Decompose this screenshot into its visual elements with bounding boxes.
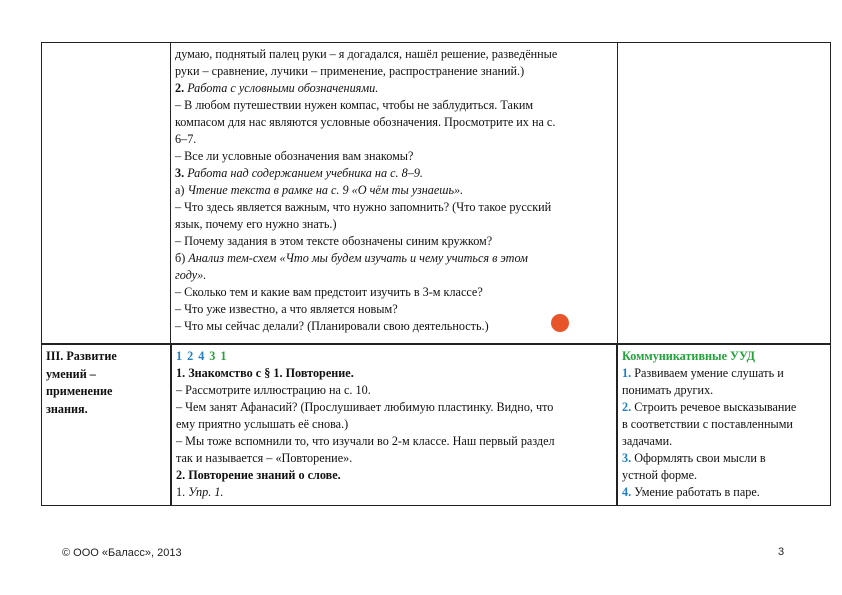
uud-num: 2. xyxy=(622,400,632,414)
step2-num: 1. xyxy=(176,485,186,499)
uud-item-3-cont: устной форме. xyxy=(622,468,698,482)
row1-line: – Что здесь является важным, что нужно запомнить? (Что такое русский xyxy=(175,200,552,214)
subitem-a-text: Чтение текста в рамке на с. 9 «О чём ты узнаешь». xyxy=(187,183,464,197)
step2-text: Упр. 1. xyxy=(188,485,224,499)
content-cell-row1 xyxy=(170,42,618,344)
uud-text: Строить речевое высказывание xyxy=(634,400,797,414)
uud-text: Развиваем умение слушать и xyxy=(634,366,784,380)
row1-line: – Почему задания в этом тексте обозначены синим кружком? xyxy=(175,234,493,248)
digit-green: 3 xyxy=(209,349,216,363)
item3-title: Работа над содержанием учебника на с. 8–9. xyxy=(187,166,423,180)
stage-line: умений – xyxy=(46,366,96,381)
step1-title: 1. Знакомство с § 1. Повторение. xyxy=(176,366,354,380)
row1-line: – В любом путешествии нужен компас, чтобы не заблудиться. Таким xyxy=(175,98,534,112)
item3-heading xyxy=(175,165,613,182)
uud-item-1 xyxy=(622,365,826,382)
uud-num: 1. xyxy=(622,366,632,380)
row1-line: – Сколько тем и какие вам предстоит изучить в 3-м классе? xyxy=(175,285,483,299)
footer-copyright: © ООО «Баласс», 2013 xyxy=(62,547,182,559)
row2-line: так и называется – «Повторение». xyxy=(176,451,353,465)
item2-title: Работа с условными обозначениями. xyxy=(187,81,379,95)
uud-item-4 xyxy=(622,484,826,501)
uud-item-1-cont: понимать других. xyxy=(622,383,714,397)
uud-item-3 xyxy=(622,450,826,467)
subitem-b-text-cont: году». xyxy=(175,268,207,282)
row2-line: – Чем занят Афанасий? (Прослушивает любимую пластинку. Видно, что xyxy=(176,400,554,414)
row2-text xyxy=(176,348,612,501)
uud-text: Умение работать в паре. xyxy=(634,485,760,499)
uud-text: Оформлять свои мысли в xyxy=(634,451,766,465)
subitem-a xyxy=(175,182,613,199)
uud-item-2-cont: задачами. xyxy=(622,434,673,448)
digit-blue: 4 xyxy=(198,349,205,363)
stage-line: применение xyxy=(46,384,113,398)
row1-line: думаю, поднятый палец руки – я догадался, нашёл решение, разведённые xyxy=(175,47,558,61)
subitem-b-prefix: б) xyxy=(175,251,186,265)
stage-title xyxy=(46,348,166,418)
item2-heading xyxy=(175,80,613,97)
row1-text xyxy=(175,46,613,335)
row1-line: язык, почему его нужно знать.) xyxy=(175,217,337,231)
step2-title: 2. Повторение знаний о слове. xyxy=(176,468,341,482)
row1-line: – Все ли условные обозначения вам знакомы? xyxy=(175,149,414,163)
digit-green: 1 xyxy=(220,349,227,363)
item3-num: 3. xyxy=(175,166,185,180)
page-number: 3 xyxy=(778,546,785,558)
row1-line: – Что мы сейчас делали? (Планировали свою деятельность.) xyxy=(175,319,489,333)
row1-line: 6–7. xyxy=(175,132,197,146)
row1-line: – Что уже известно, а что является новым? xyxy=(175,302,398,316)
uud-cell xyxy=(617,343,831,506)
uud-item-2-cont: в соответствии с поставленными xyxy=(622,417,793,431)
uud-title: Коммуникативные УУД xyxy=(622,349,756,363)
row1-line: руки – сравнение, лучики – применение, распространение знаний.) xyxy=(175,64,525,78)
subitem-b-text: Анализ тем-схем «Что мы будем изучать и чему учиться в этом xyxy=(188,251,528,265)
content-cell-row2 xyxy=(170,343,618,506)
orange-dot-marker xyxy=(551,314,569,332)
row2-line: – Рассмотрите иллюстрацию на с. 10. xyxy=(176,383,371,397)
uud-list xyxy=(622,348,826,501)
stage-line: знания. xyxy=(46,401,88,416)
row2-line: – Мы тоже вспомнили то, что изучали во 2-м классе. Наш первый раздел xyxy=(176,434,555,448)
lesson-table xyxy=(41,42,831,506)
row1-line: компасом для нас являются условные обозначения. Просмотрите их на с. xyxy=(175,115,556,129)
stage-cell-empty xyxy=(41,42,171,344)
subitem-b xyxy=(175,250,613,267)
digit-blue: 1 xyxy=(176,349,183,363)
item2-num: 2. xyxy=(175,81,185,95)
row2-line: ему приятно услышать её снова.) xyxy=(176,417,349,431)
uud-item-2 xyxy=(622,399,826,416)
digit-blue: 2 xyxy=(187,349,194,363)
uud-cell-empty xyxy=(617,42,831,344)
uud-num: 3. xyxy=(622,451,632,465)
stage-cell xyxy=(41,343,171,506)
stage-line: III. Развитие xyxy=(46,349,117,363)
step2-exercise xyxy=(176,484,612,501)
subitem-a-prefix: а) xyxy=(175,183,185,197)
uud-num: 4. xyxy=(622,485,632,499)
task-digits xyxy=(176,348,612,365)
